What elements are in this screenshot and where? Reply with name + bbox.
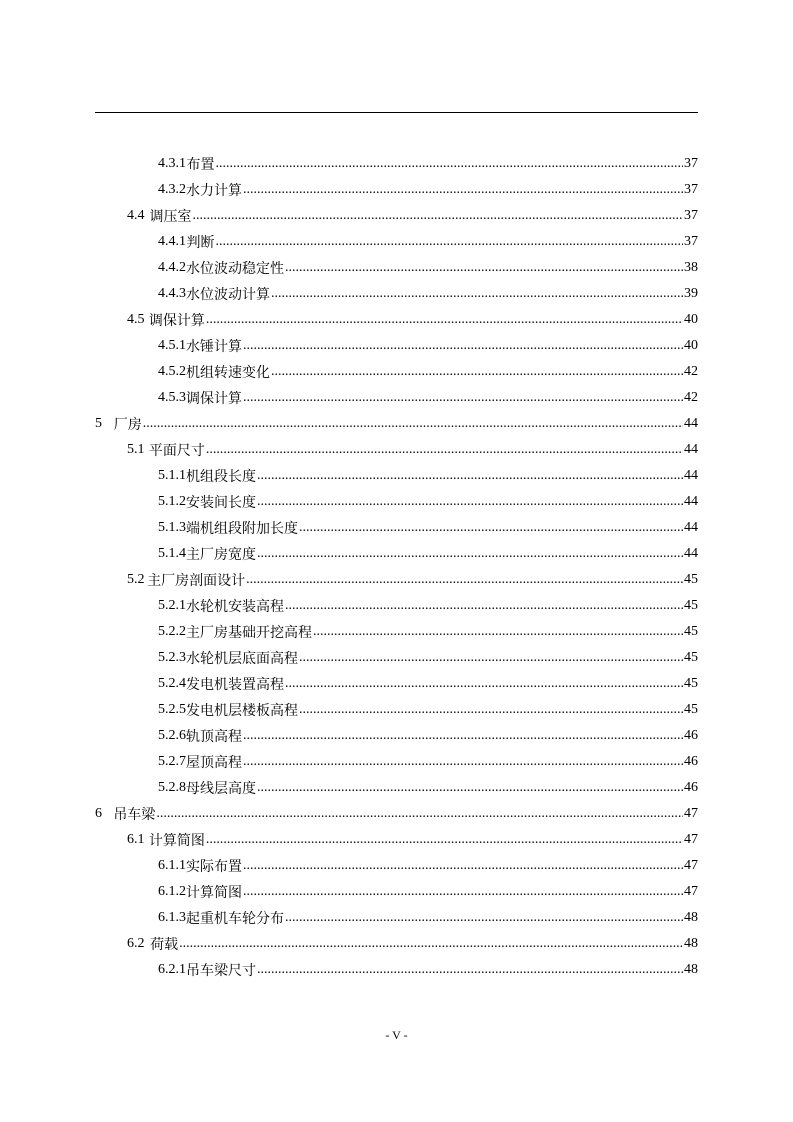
toc-entry-title: 水锤计算 (186, 340, 242, 355)
toc-dot-leader (299, 520, 683, 536)
toc-entry-page: 42 (684, 390, 698, 405)
toc-entry-number: 6.1.2 (158, 884, 186, 899)
toc-entry[interactable] (95, 541, 698, 567)
toc-entry[interactable] (95, 775, 698, 801)
toc-entry-number: 4.4.1 (158, 234, 186, 249)
toc-entry[interactable] (95, 151, 698, 177)
toc-entry-number: 5.1.2 (158, 494, 186, 509)
toc-entry-page: 47 (684, 858, 698, 873)
toc-entry-title: 安装间长度 (186, 496, 256, 511)
toc-entry-number: 5.1.3 (158, 520, 186, 535)
toc-entry-title: 轨顶高程 (186, 730, 242, 745)
toc-entry-title: 实际布置 (186, 860, 242, 875)
toc-entry-title: 判断 (186, 236, 215, 251)
toc-entry-page: 44 (684, 546, 698, 561)
toc-entry-title: 发电机层楼板高程 (186, 704, 298, 719)
toc-entry-title: 吊车梁尺寸 (186, 964, 256, 979)
toc-entry[interactable] (95, 567, 698, 593)
toc-entry-title: 水轮机安装高程 (186, 600, 284, 615)
toc-entry-number: 6.2.1 (158, 962, 186, 977)
toc-dot-leader (179, 936, 683, 952)
toc-entry-page: 44 (684, 442, 698, 457)
toc-entry-number: 6.1.3 (158, 910, 186, 925)
toc-entry[interactable] (95, 671, 698, 697)
toc-entry[interactable] (95, 801, 698, 827)
toc-entry[interactable] (95, 411, 698, 437)
toc-entry-number: 5.1.4 (158, 546, 186, 561)
toc-dot-leader (285, 260, 683, 276)
toc-entry-number: 6.1 (127, 832, 145, 847)
toc-entry-page: 44 (684, 520, 698, 535)
toc-entry-title: 水轮机层底面高程 (186, 652, 298, 667)
toc-entry-page: 48 (684, 962, 698, 977)
toc-entry-title: 计算简图 (148, 834, 205, 849)
toc-entry-page: 42 (684, 364, 698, 379)
toc-entry[interactable] (95, 749, 698, 775)
toc-entry-page: 40 (684, 312, 698, 327)
toc-entry-title: 布置 (186, 158, 215, 173)
toc-entry-page: 40 (684, 338, 698, 353)
toc-entry-page: 47 (684, 832, 698, 847)
toc-entry-number: 5 (95, 416, 102, 431)
toc-dot-leader (243, 884, 683, 900)
toc-entry[interactable] (95, 255, 698, 281)
toc-entry-number: 5.2.3 (158, 650, 186, 665)
toc-dot-leader (285, 676, 683, 692)
toc-entry-page: 37 (684, 156, 698, 171)
toc-entry-title: 调压室 (149, 210, 192, 225)
toc-entry-page: 47 (684, 806, 698, 821)
toc-entry[interactable] (95, 619, 698, 645)
toc-entry-page: 46 (684, 728, 698, 743)
toc-dot-leader (257, 494, 683, 510)
toc-dot-leader (143, 416, 683, 432)
toc-entry[interactable] (95, 515, 698, 541)
toc-dot-leader (257, 780, 683, 796)
toc-entry-title: 水位波动稳定性 (186, 262, 284, 277)
toc-entry-page: 44 (684, 494, 698, 509)
toc-entry-page: 44 (684, 468, 698, 483)
toc-entry[interactable] (95, 229, 698, 255)
toc-entry-page: 47 (684, 884, 698, 899)
toc-entry-page: 37 (684, 182, 698, 197)
toc-entry-number: 6 (95, 806, 102, 821)
toc-dot-leader (299, 650, 683, 666)
toc-dot-leader (285, 910, 683, 926)
toc-entry[interactable] (95, 307, 698, 333)
toc-entry[interactable] (95, 931, 698, 957)
toc-entry-page: 46 (684, 754, 698, 769)
toc-entry-page: 45 (684, 572, 698, 587)
toc-entry-page: 45 (684, 598, 698, 613)
toc-dot-leader (313, 624, 683, 640)
toc-entry[interactable] (95, 879, 698, 905)
toc-dot-leader (243, 728, 683, 744)
toc-entry-number: 5.1.1 (158, 468, 186, 483)
page-number-footer: - V - (385, 1028, 408, 1042)
toc-entry-number: 4.5.2 (158, 364, 186, 379)
toc-entry-title: 屋顶高程 (186, 756, 242, 771)
toc-dot-leader (206, 832, 683, 848)
toc-entry-title: 机组段长度 (186, 470, 256, 485)
toc-dot-leader (285, 598, 683, 614)
toc-dot-leader (215, 156, 683, 172)
table-of-contents (95, 151, 698, 983)
toc-entry-number: 5.2.6 (158, 728, 186, 743)
toc-entry[interactable] (95, 333, 698, 359)
toc-entry-page: 37 (684, 208, 698, 223)
toc-dot-leader (206, 312, 683, 328)
toc-entry-number: 4.5.1 (158, 338, 186, 353)
toc-entry[interactable] (95, 489, 698, 515)
toc-entry[interactable] (95, 385, 698, 411)
toc-entry[interactable] (95, 203, 698, 229)
toc-entry-title: 荷载 (150, 938, 179, 953)
toc-entry[interactable] (95, 359, 698, 385)
toc-entry[interactable] (95, 723, 698, 749)
toc-entry-title: 厂房 (113, 418, 142, 433)
toc-dot-leader (246, 572, 683, 588)
toc-entry-number: 5.2.8 (158, 780, 186, 795)
toc-entry[interactable] (95, 463, 698, 489)
toc-dot-leader (193, 208, 683, 224)
toc-entry-number: 4.4.2 (158, 260, 186, 275)
toc-entry-number: 4.3.2 (158, 182, 186, 197)
toc-entry-page: 48 (684, 910, 698, 925)
toc-entry[interactable] (95, 437, 698, 463)
toc-entry-number: 4.4.3 (158, 286, 186, 301)
toc-dot-leader (243, 338, 683, 354)
toc-entry-number: 6.2 (127, 936, 145, 951)
toc-entry[interactable] (95, 905, 698, 931)
toc-entry-title: 起重机车轮分布 (186, 912, 284, 927)
toc-entry-page: 37 (684, 234, 698, 249)
toc-entry[interactable] (95, 827, 698, 853)
toc-entry-page: 48 (684, 936, 698, 951)
toc-dot-leader (271, 286, 683, 302)
toc-dot-leader (243, 858, 683, 874)
toc-entry-number: 5.2.5 (158, 702, 186, 717)
toc-entry-title: 平面尺寸 (148, 444, 205, 459)
toc-entry-title: 主厂房基础开挖高程 (186, 626, 312, 641)
toc-entry-number: 5.2.2 (158, 624, 186, 639)
toc-dot-leader (257, 962, 683, 978)
toc-dot-leader (243, 390, 683, 406)
toc-dot-leader (257, 546, 683, 562)
toc-entry-title: 调保计算 (148, 314, 205, 329)
toc-entry-page: 45 (684, 676, 698, 691)
toc-entry[interactable] (95, 645, 698, 671)
toc-entry-number: 5.2.7 (158, 754, 186, 769)
toc-entry-number: 5.2.4 (158, 676, 186, 691)
toc-dot-leader (243, 182, 683, 198)
toc-entry[interactable] (95, 957, 698, 983)
toc-dot-leader (206, 442, 683, 458)
toc-entry-title: 母线层高度 (186, 782, 256, 797)
toc-dot-leader (271, 364, 683, 380)
toc-entry-title: 主厂房宽度 (186, 548, 256, 563)
toc-entry-number: 5.2 (127, 572, 145, 587)
toc-entry-title: 水位波动计算 (186, 288, 270, 303)
toc-entry-title: 计算简图 (186, 886, 242, 901)
toc-dot-leader (299, 702, 683, 718)
toc-entry[interactable] (95, 593, 698, 619)
toc-entry-number: 4.5 (127, 312, 145, 327)
toc-entry[interactable] (95, 177, 698, 203)
toc-entry-page: 45 (684, 702, 698, 717)
toc-entry-number: 5.2.1 (158, 598, 186, 613)
toc-entry-title: 主厂房剖面设计 (147, 574, 246, 589)
toc-dot-leader (243, 754, 683, 770)
toc-entry[interactable] (95, 281, 698, 307)
toc-dot-leader (156, 806, 683, 822)
toc-entry-page: 45 (684, 624, 698, 639)
toc-entry-page: 45 (684, 650, 698, 665)
toc-dot-leader (215, 234, 683, 250)
toc-entry-title: 调保计算 (186, 392, 242, 407)
toc-entry-title: 端机组段附加长度 (186, 522, 298, 537)
toc-entry-title: 吊车梁 (113, 808, 156, 823)
toc-entry-number: 4.5.3 (158, 390, 186, 405)
toc-entry-title: 水力计算 (186, 184, 242, 199)
toc-entry[interactable] (95, 853, 698, 879)
toc-entry[interactable] (95, 697, 698, 723)
toc-entry-number: 5.1 (127, 442, 145, 457)
toc-entry-number: 6.1.1 (158, 858, 186, 873)
toc-entry-page: 44 (684, 416, 698, 431)
toc-entry-page: 46 (684, 780, 698, 795)
toc-entry-page: 39 (684, 286, 698, 301)
toc-entry-number: 4.3.1 (158, 156, 186, 171)
toc-dot-leader (257, 468, 683, 484)
toc-entry-number: 4.4 (127, 208, 145, 223)
toc-entry-page: 38 (684, 260, 698, 275)
header-rule (95, 112, 698, 113)
toc-entry-title: 发电机装置高程 (186, 678, 284, 693)
toc-entry-title: 机组转速变化 (186, 366, 270, 381)
